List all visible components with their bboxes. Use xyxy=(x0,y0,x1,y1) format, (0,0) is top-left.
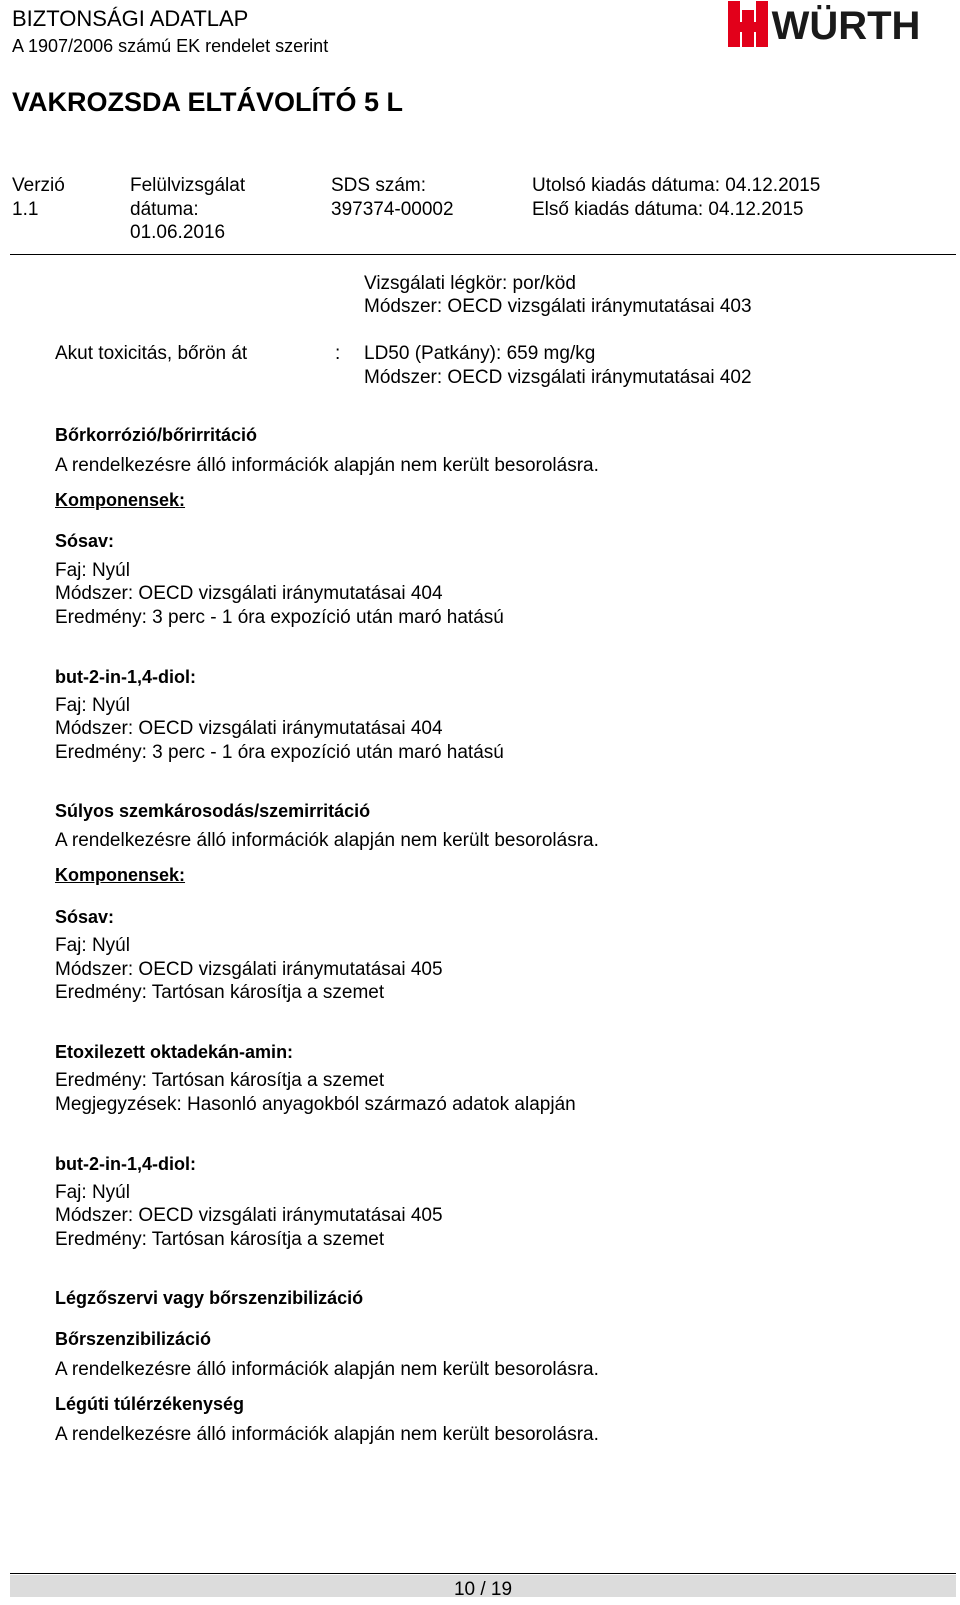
skin-corrosion-heading: Bőrkorrózió/bőrirritáció xyxy=(55,425,258,445)
sds-block xyxy=(331,174,454,221)
first-issue-date: Első kiadás dátuma: 04.12.2015 xyxy=(532,198,804,220)
wurth-logo-mark xyxy=(728,0,954,52)
document-type-title: BIZTONSÁGI ADATLAP xyxy=(12,6,249,31)
dermal-toxicity-colon: : xyxy=(335,343,341,364)
respiratory-sensitisation-heading: Légúti túlérzékenység xyxy=(55,1394,245,1414)
skin-component-method: Módszer: OECD vizsgálati iránymutatásai 404 xyxy=(55,718,443,739)
eye-components-heading: Komponensek: xyxy=(55,865,186,885)
skin-component-name: but-2-in-1,4-diol: xyxy=(55,667,196,687)
dermal-method: Módszer: OECD vizsgálati iránymutatásai 402 xyxy=(364,367,752,388)
eye-component-name: Etoxilezett oktadekán-amin: xyxy=(55,1042,294,1062)
skin-component-result: Eredmény: 3 perc - 1 óra expozíció után maró hatású xyxy=(55,607,504,628)
skin-sensitisation-classification: A rendelkezésre álló információk alapján nem került besorolásra. xyxy=(55,1359,599,1380)
eye-component-species: Faj: Nyúl xyxy=(55,1182,130,1203)
regulation-reference: A 1907/2006 számú EK rendelet szerint xyxy=(12,36,329,56)
wurth-logo xyxy=(728,0,954,52)
skin-corrosion-classification: A rendelkezésre álló információk alapján nem került besorolásra. xyxy=(55,455,599,476)
skin-components-heading: Komponensek: xyxy=(55,490,186,510)
respiratory-sensitisation-classification: A rendelkezésre álló információk alapján nem került besorolásra. xyxy=(55,1424,599,1445)
eye-component-note: Megjegyzések: Hasonló anyagokból származó adatok alapján xyxy=(55,1094,576,1115)
eye-component-result: Eredmény: Tartósan károsítja a szemet xyxy=(55,1229,385,1250)
eye-damage-heading: Súlyos szemkárosodás/szemirritáció xyxy=(55,801,371,821)
skin-component-method: Módszer: OECD vizsgálati iránymutatásai 404 xyxy=(55,583,443,604)
revision-block xyxy=(130,174,245,245)
product-name: VAKROZSDA ELTÁVOLÍTÓ 5 L xyxy=(12,87,403,117)
revision-date: 01.06.2016 xyxy=(130,222,226,243)
sds-number: 397374-00002 xyxy=(331,198,454,220)
inhalation-method: Módszer: OECD vizsgálati iránymutatásai 403 xyxy=(364,296,752,317)
footer-divider xyxy=(10,1573,956,1574)
dermal-ld50: LD50 (Patkány): 659 mg/kg xyxy=(364,343,596,364)
revision-label-2: dátuma: xyxy=(130,198,199,220)
inhalation-atmosphere: Vizsgálati légkör: por/köd xyxy=(364,273,576,294)
eye-damage-classification: A rendelkezésre álló információk alapján nem került besorolásra. xyxy=(55,830,599,851)
dermal-toxicity-label: Akut toxicitás, bőrön át xyxy=(55,343,248,364)
skin-component-species: Faj: Nyúl xyxy=(55,695,130,716)
logo-wordmark: WÜRTH xyxy=(771,4,921,48)
skin-component-name: Sósav: xyxy=(55,531,115,551)
eye-component-result: Eredmény: Tartósan károsítja a szemet xyxy=(55,1070,385,1091)
revision-label: Felülvizsgálat xyxy=(130,175,246,196)
issue-dates-block xyxy=(532,174,820,221)
eye-component-name: Sósav: xyxy=(55,907,115,927)
sds-label: SDS szám: xyxy=(331,175,427,196)
eye-component-method: Módszer: OECD vizsgálati iránymutatásai 405 xyxy=(55,1205,443,1226)
eye-component-species: Faj: Nyúl xyxy=(55,935,130,956)
header-divider xyxy=(10,254,956,255)
last-issue-date: Utolsó kiadás dátuma: 04.12.2015 xyxy=(532,175,821,196)
version-label: Verzió xyxy=(12,175,65,196)
eye-component-method: Módszer: OECD vizsgálati iránymutatásai 405 xyxy=(55,959,443,980)
version-block xyxy=(12,174,65,221)
sensitisation-heading: Légzőszervi vagy bőrszenzibilizáció xyxy=(55,1288,364,1308)
eye-component-name: but-2-in-1,4-diol: xyxy=(55,1154,196,1174)
skin-sensitisation-heading: Bőrszenzibilizáció xyxy=(55,1329,212,1349)
eye-component-result: Eredmény: Tartósan károsítja a szemet xyxy=(55,982,385,1003)
version-value: 1.1 xyxy=(12,198,39,220)
skin-component-species: Faj: Nyúl xyxy=(55,560,130,581)
page-number: 10 / 19 xyxy=(453,1579,513,1600)
skin-component-result: Eredmény: 3 perc - 1 óra expozíció után maró hatású xyxy=(55,742,504,763)
